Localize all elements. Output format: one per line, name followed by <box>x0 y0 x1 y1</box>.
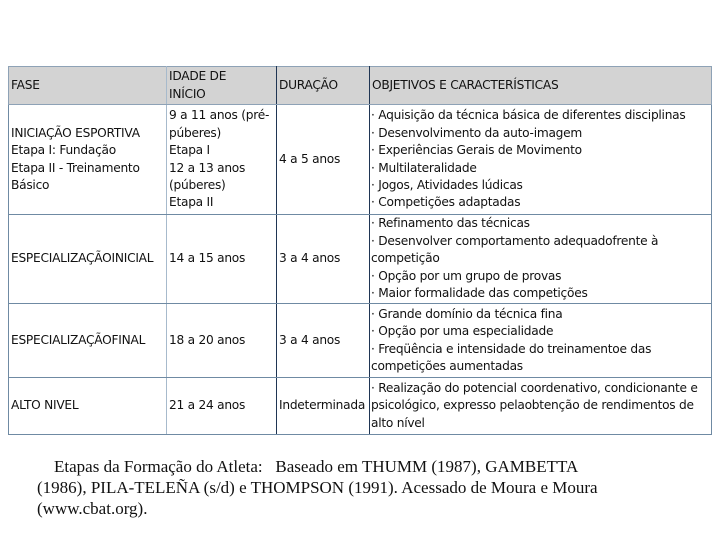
fase-line: Básico <box>11 177 50 192</box>
cell-fase: ESPECIALIZAÇÃOFINAL <box>9 304 167 378</box>
cell-duracao: Indeterminada <box>277 378 370 435</box>
cell-objetivos <box>370 215 712 304</box>
idade-line: (púberes) <box>169 177 226 192</box>
cell-idade <box>167 105 277 215</box>
fase-line: Etapa II - Treinamento <box>11 160 140 175</box>
caption-line-2: (1986), PILA-TELEÑA (s/d) e THOMPSON (1991). Acessado de Moura e Moura <box>37 478 598 497</box>
header-objetivos: OBJETIVOS E CARACTERÍSTICAS <box>370 67 712 105</box>
objetivo-item: competições aumentadas <box>371 358 523 373</box>
cell-objetivos <box>370 105 712 215</box>
cell-duracao: 3 a 4 anos <box>277 215 370 304</box>
table-header-row <box>9 67 712 105</box>
table-row <box>9 105 712 215</box>
objetivo-item: · Multilateralidade <box>371 160 477 175</box>
objetivo-item: psicológico, expresso pelaobtenção de rendimentos de <box>371 398 694 413</box>
table-row <box>9 378 712 435</box>
idade-line: Etapa II <box>169 195 214 210</box>
cell-idade: 14 a 15 anos <box>167 215 277 304</box>
header-fase: FASE <box>9 67 167 105</box>
header-idade-line-1: IDADE DE <box>169 69 227 84</box>
fase-line: Etapa I: Fundação <box>11 143 116 158</box>
header-idade-line-2: INÍCIO <box>169 86 206 101</box>
athlete-formation-stages-table <box>8 66 712 435</box>
header-duracao: DURAÇÃO <box>277 67 370 105</box>
objetivo-item: · Grande domínio da técnica fina <box>371 306 563 321</box>
fase-line: INICIAÇÃO ESPORTIVA <box>11 125 140 140</box>
idade-line: Etapa I <box>169 143 210 158</box>
figure-caption <box>37 456 677 519</box>
objetivo-item: · Opção por uma especialidade <box>371 324 554 339</box>
cell-idade: 21 a 24 anos <box>167 378 277 435</box>
objetivo-item: · Opção por um grupo de provas <box>371 268 562 283</box>
objetivo-item: · Experiências Gerais de Movimento <box>371 143 582 158</box>
caption-line-3: (www.cbat.org). <box>37 499 148 518</box>
objetivo-item: · Competições adaptadas <box>371 195 521 210</box>
cell-objetivos <box>370 378 712 435</box>
header-idade-de-inicio <box>167 67 277 105</box>
cell-fase: ESPECIALIZAÇÃOINICIAL <box>9 215 167 304</box>
objetivo-item: competição <box>371 251 440 266</box>
table-row <box>9 304 712 378</box>
cell-duracao: 4 a 5 anos <box>277 105 370 215</box>
objetivo-item: · Aquisição da técnica básica de diferentes disciplinas <box>371 108 686 123</box>
objetivo-item: · Realização do potencial coordenativo, condicionante e <box>371 380 698 395</box>
objetivo-item: · Freqüência e intensidade do treinamentoe das <box>371 341 652 356</box>
objetivo-item: · Desenvolvimento da auto-imagem <box>371 125 583 140</box>
idade-line: púberes) <box>169 125 222 140</box>
objetivo-item: · Maior formalidade das competições <box>371 286 588 301</box>
idade-line: 12 a 13 anos <box>169 160 246 175</box>
objetivo-item: alto nível <box>371 415 425 430</box>
cell-duracao: 3 a 4 anos <box>277 304 370 378</box>
objetivo-item: · Desenvolver comportamento adequadofrente à <box>371 233 659 248</box>
cell-fase: ALTO NIVEL <box>9 378 167 435</box>
caption-line-1: Etapas da Formação do Atleta: Baseado em THUMM (1987), GAMBETTA <box>54 457 579 476</box>
objetivo-item: · Refinamento das técnicas <box>371 216 530 231</box>
cell-objetivos <box>370 304 712 378</box>
idade-line: 9 a 11 anos (pré- <box>169 108 270 123</box>
cell-idade: 18 a 20 anos <box>167 304 277 378</box>
objetivo-item: · Jogos, Atividades lúdicas <box>371 177 523 192</box>
table-row <box>9 215 712 304</box>
cell-fase <box>9 105 167 215</box>
